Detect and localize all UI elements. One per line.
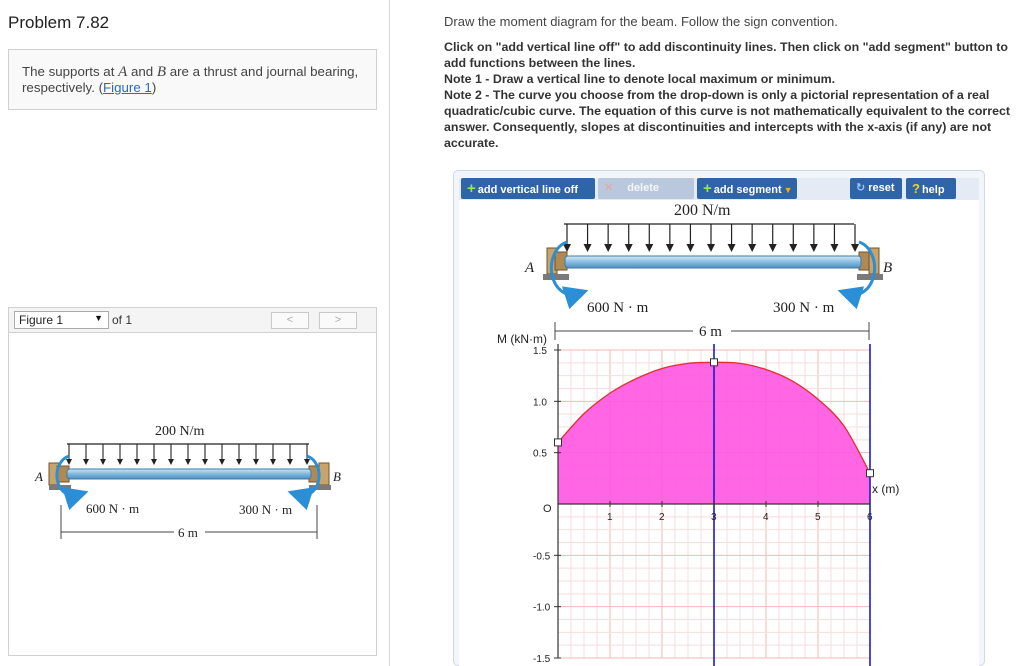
origin-label: O: [543, 503, 552, 515]
y-tick-label: -0.5: [533, 551, 551, 563]
help-button[interactable]: [906, 178, 956, 199]
prev-figure-button[interactable]: <: [271, 312, 309, 329]
add-line-label: add vertical line off: [477, 184, 579, 196]
graph-load-arrows: [563, 224, 859, 252]
graph-load-arrowhead: [748, 244, 756, 252]
x-tick-label: 2: [659, 512, 665, 523]
load-arrowhead: [236, 459, 242, 465]
instructions-note2: Note 2 - The curve you choose from the drop-down is only a pictorial representation of a real quadratic/cubic curve. The equation of this curve is not mathematically equivalent to the correct answer. Consequently, slopes at discontinuities and intercepts with the x-axis (if any) are not accurate.: [444, 88, 1010, 150]
beam: [67, 469, 311, 479]
graph-load-arrowhead: [563, 244, 571, 252]
add-segment-label: add segment: [713, 184, 782, 196]
reset-icon: ↻: [856, 182, 866, 194]
x-tick-label: 6: [867, 512, 873, 523]
statement-text-end: ): [151, 80, 157, 95]
graph-moment-right-label: 300 N · m: [773, 300, 835, 316]
graph-load-arrowhead: [604, 244, 612, 252]
graph-label-b: B: [883, 260, 893, 276]
drawing-toolbar: [459, 178, 979, 200]
x-tick-label: 5: [815, 512, 821, 523]
graph-load-arrowhead: [830, 244, 838, 252]
plus-icon: +: [703, 180, 712, 197]
y-tick-label: -1.5: [533, 654, 551, 665]
graph-load-arrowhead: [728, 244, 736, 252]
support-b-label: B: [156, 64, 167, 80]
graph-moment-left-label: 600 N · m: [587, 300, 649, 316]
support-a-label: A: [118, 64, 128, 80]
chevron-down-icon: ▼: [783, 185, 793, 195]
x-tick-label: 4: [763, 512, 769, 523]
graph-load-arrowhead: [625, 244, 633, 252]
graph-load-arrowhead: [851, 244, 859, 252]
add-segment-button[interactable]: [697, 178, 797, 199]
figure-select[interactable]: [14, 311, 109, 329]
reset-label: reset: [868, 182, 895, 194]
load-arrows: [66, 444, 310, 465]
x-tick-label: 3: [711, 512, 717, 523]
moment-left-label: 600 N · m: [86, 501, 140, 516]
graph-load-arrowhead: [645, 244, 653, 252]
statement-text-post: are a thrust and journal bearing, respectively. (: [22, 64, 359, 95]
chevron-down-icon: ▼: [94, 313, 103, 323]
y-tick-label: -1.0: [533, 602, 551, 614]
problem-statement: [8, 49, 377, 110]
graph-span-label: 6 m: [699, 324, 722, 340]
curve-handle[interactable]: [555, 439, 562, 446]
graph-load-arrowhead: [810, 244, 818, 252]
graph-load-arrowhead: [707, 244, 715, 252]
load-arrowhead: [151, 459, 157, 465]
problem-title: Problem 7.82: [8, 13, 110, 32]
graph-load-arrowhead: [686, 244, 694, 252]
load-arrowhead: [117, 459, 123, 465]
graph-beam: [565, 256, 861, 268]
curve-handle[interactable]: [867, 470, 874, 477]
add-vertical-line-button[interactable]: [461, 178, 595, 199]
graph-load-arrowhead: [584, 244, 592, 252]
span-label: 6 m: [178, 525, 198, 540]
label-b: B: [333, 469, 341, 484]
base-b: [309, 485, 331, 490]
problem-panel: [0, 0, 390, 666]
statement-text-mid: and: [127, 64, 157, 79]
load-arrowhead: [66, 459, 72, 465]
load-label: 200 N/m: [155, 424, 205, 439]
load-arrowhead: [287, 459, 293, 465]
plus-icon: +: [467, 180, 476, 197]
load-arrowhead: [185, 459, 191, 465]
load-arrowhead: [100, 459, 106, 465]
load-arrowhead: [253, 459, 259, 465]
y-axis-label: M (kN·m): [497, 332, 547, 346]
moment-right-label: 300 N · m: [239, 502, 293, 517]
next-figure-button[interactable]: >: [319, 312, 357, 329]
graph-load-arrowhead: [789, 244, 797, 252]
delete-label: delete: [627, 182, 660, 194]
load-arrowhead: [83, 459, 89, 465]
close-icon: ✕: [604, 182, 614, 194]
figure-count: of 1: [112, 313, 133, 327]
load-arrowhead: [270, 459, 276, 465]
instructions: [444, 14, 1012, 151]
graph-base-b: [857, 274, 883, 280]
x-axis-label: x (m): [872, 482, 900, 496]
graph-load-label: 200 N/m: [674, 202, 731, 219]
y-tick-label: 0.5: [533, 448, 547, 460]
y-tick-label: 1.5: [533, 346, 547, 357]
graph-base-a: [543, 274, 569, 280]
load-arrowhead: [304, 459, 310, 465]
moment-diagram-canvas[interactable]: [459, 200, 979, 666]
figure-nav-bar: [8, 307, 377, 333]
beam-figure: [9, 333, 378, 656]
graph-load-arrowhead: [666, 244, 674, 252]
instructions-line1: Click on "add vertical line off" to add discontinuity lines. Then click on "add segment" button to add functions between the lines.: [444, 40, 1008, 70]
load-arrowhead: [134, 459, 140, 465]
instructions-title: Draw the moment diagram for the beam. Follow the sign convention.: [444, 14, 838, 29]
graph-label-a: A: [525, 260, 535, 276]
delete-button[interactable]: [598, 178, 694, 199]
moment-graph[interactable]: [459, 200, 979, 666]
help-icon: ?: [912, 181, 920, 196]
instructions-note1: Note 1 - Draw a vertical line to denote local maximum or minimum.: [444, 72, 836, 86]
help-label: help: [921, 184, 945, 196]
figure-link[interactable]: Figure 1: [103, 80, 152, 95]
x-tick-label: 1: [607, 512, 613, 523]
load-arrowhead: [219, 459, 225, 465]
figure-select-value: Figure 1: [19, 313, 64, 327]
statement-text: The supports at: [22, 64, 119, 79]
load-arrowhead: [168, 459, 174, 465]
curve-handle[interactable]: [711, 359, 718, 366]
label-a: A: [35, 469, 43, 484]
graph-load-arrowhead: [769, 244, 777, 252]
reset-button[interactable]: [850, 178, 902, 199]
load-arrowhead: [202, 459, 208, 465]
y-tick-label: 1.0: [533, 397, 547, 409]
figure-viewer: [8, 333, 377, 656]
